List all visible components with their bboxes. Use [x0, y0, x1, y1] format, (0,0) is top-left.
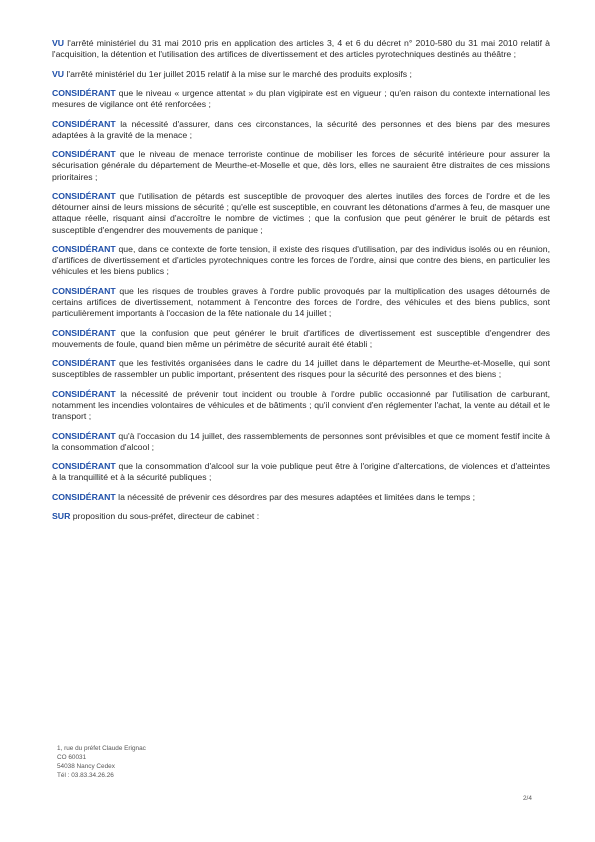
paragraph-text: que le niveau « urgence attentat » du plan vigipirate est en vigueur ; qu'en raison du contexte international les mesures de vigilance ont été renforcées ;	[52, 87, 550, 110]
paragraph-keyword: CONSIDÉRANT	[52, 243, 116, 254]
paragraph-text: que, dans ce contexte de forte tension, il existe des risques d'utilisation, par des individus isolés ou en réunion, d'artifices de divertissement et d'articles pyrotechniques contre les forces de l'ordre, ainsi que contre des biens, en particulier les véhicules et les biens publics ;	[52, 243, 550, 277]
paragraph-considerant-4	[52, 191, 550, 236]
paragraph-keyword: CONSIDÉRANT	[52, 87, 116, 98]
paragraph-text: que l'utilisation de pétards est susceptible de provoquer des alertes inutiles des forces de l'ordre et de les détourner ainsi de leurs missions de sécurité ; qu'elle est susceptible, en couvrant les détonations d'armes à feu, de masquer une attaque réelle, risquant ainsi d'accroître le nombre de victimes ; que la confusion que peut générer le bruit de pétards est susceptible d'engendrer des mouvements de panique ;	[52, 190, 550, 235]
paragraph-vu-1	[52, 38, 550, 60]
paragraph-keyword: CONSIDÉRANT	[52, 430, 116, 441]
paragraph-keyword: CONSIDÉRANT	[52, 285, 116, 296]
page-number: 2/4	[523, 795, 532, 802]
paragraph-text: l'arrêté ministériel du 1er juillet 2015 relatif à la mise sur le marché des produits explosifs ;	[64, 68, 412, 79]
paragraph-text: que la consommation d'alcool sur la voie publique peut être à l'origine d'altercations, de violences et d'atteintes à la tranquillité et à la sécurité publiques ;	[52, 461, 550, 483]
paragraph-considerant-5	[52, 244, 550, 278]
paragraph-considerant-10	[52, 431, 550, 453]
paragraph-considerant-2	[52, 119, 550, 141]
address-phone: Tél : 03.83.34.26.26	[57, 772, 114, 779]
paragraph-text: proposition du sous-préfet, directeur de cabinet :	[70, 511, 260, 522]
paragraph-considerant-12	[52, 492, 550, 503]
paragraph-text: que la confusion que peut générer le bruit d'artifices de divertissement est susceptible d'engendrer des mouvements de foule, quand bien même un périmètre de sécurité aurait été établi ;	[52, 327, 550, 349]
paragraph-text: la nécessité de prévenir ces désordres par des mesures adaptées et limitées dans le temps ;	[115, 491, 475, 502]
address-street: 1, rue du préfet Claude Erignac	[57, 745, 146, 752]
paragraph-considerant-3	[52, 149, 550, 183]
paragraph-text: que les risques de troubles graves à l'ordre public provoqués par la multiplication des usages détournés de certains artifices de divertissement, notamment à l'encontre des forces de l'ordre, des véhicules et des biens publics, sont particulièrement importants à l'occasion de la fête nationale du 14 juillet ;	[52, 285, 550, 319]
paragraph-keyword: CONSIDÉRANT	[52, 388, 116, 399]
paragraph-text: la nécessité d'assurer, dans ces circonstances, la sécurité des personnes et des biens par des mesures adaptées à la gravité de la menace ;	[52, 118, 550, 140]
paragraph-considerant-9	[52, 389, 550, 423]
paragraph-keyword: CONSIDÉRANT	[52, 118, 116, 129]
paragraph-keyword: CONSIDÉRANT	[52, 149, 116, 160]
paragraph-considerant-7	[52, 328, 550, 350]
address-city: 54038 Nancy Cedex	[57, 763, 115, 770]
paragraph-text: que les festivités organisées dans le cadre du 14 juillet dans le département de Meurthe-et-Moselle, qui sont susceptibles de rassembler un public important, présentent des risques pour la sécurité des personnes et des biens ;	[52, 358, 550, 380]
paragraph-keyword: SUR	[52, 511, 71, 522]
paragraph-keyword: CONSIDÉRANT	[52, 461, 116, 472]
paragraph-text: que le niveau de menace terroriste continue de mobiliser les forces de sécurité intérieure pour assurer la sécurisation générale du département de Meurthe-et-Moselle et que, dès lors, elles ne sauraient être distraites de ces missions prioritaires ;	[52, 149, 550, 182]
paragraph-keyword: CONSIDÉRANT	[52, 358, 116, 369]
paragraph-keyword: CONSIDÉRANT	[52, 190, 116, 201]
paragraph-keyword: VU	[52, 38, 65, 48]
paragraph-considerant-11	[52, 461, 550, 483]
paragraph-sur-proposition	[52, 511, 550, 522]
paragraph-text: l'arrêté ministériel du 31 mai 2010 pris en application des articles 3, 4 et 6 du décret n° 2010-580 du 31 mai 2010 relatif à l'acquisition, la détention et l'utilisation des artifices de divertissement et des articles pyrotechniques destinés au théâtre ;	[52, 38, 550, 60]
paragraph-considerant-8	[52, 358, 550, 380]
paragraph-vu-2	[52, 69, 550, 80]
paragraph-keyword: CONSIDÉRANT	[52, 491, 116, 502]
decree-body	[52, 38, 550, 531]
paragraph-text: qu'à l'occasion du 14 juillet, des rassemblements de personnes sont prévisibles et que ce moment festif incite à la consommation d'alcool ;	[52, 430, 550, 452]
prefecture-address	[57, 744, 146, 780]
paragraph-keyword: VU	[52, 68, 65, 79]
paragraph-considerant-6	[52, 286, 550, 320]
address-po-box: CO 60031	[57, 754, 87, 761]
paragraph-text: la nécessité de prévenir tout incident ou trouble à l'ordre public occasionné par l'utilisation de carburant, notamment les incendies volontaires de véhicules et de bâtiments ; qu'il convient d'en réglementer l'achat, la vente au détail et le transport ;	[52, 388, 550, 422]
paragraph-considerant-1	[52, 88, 550, 110]
paragraph-keyword: CONSIDÉRANT	[52, 327, 116, 338]
